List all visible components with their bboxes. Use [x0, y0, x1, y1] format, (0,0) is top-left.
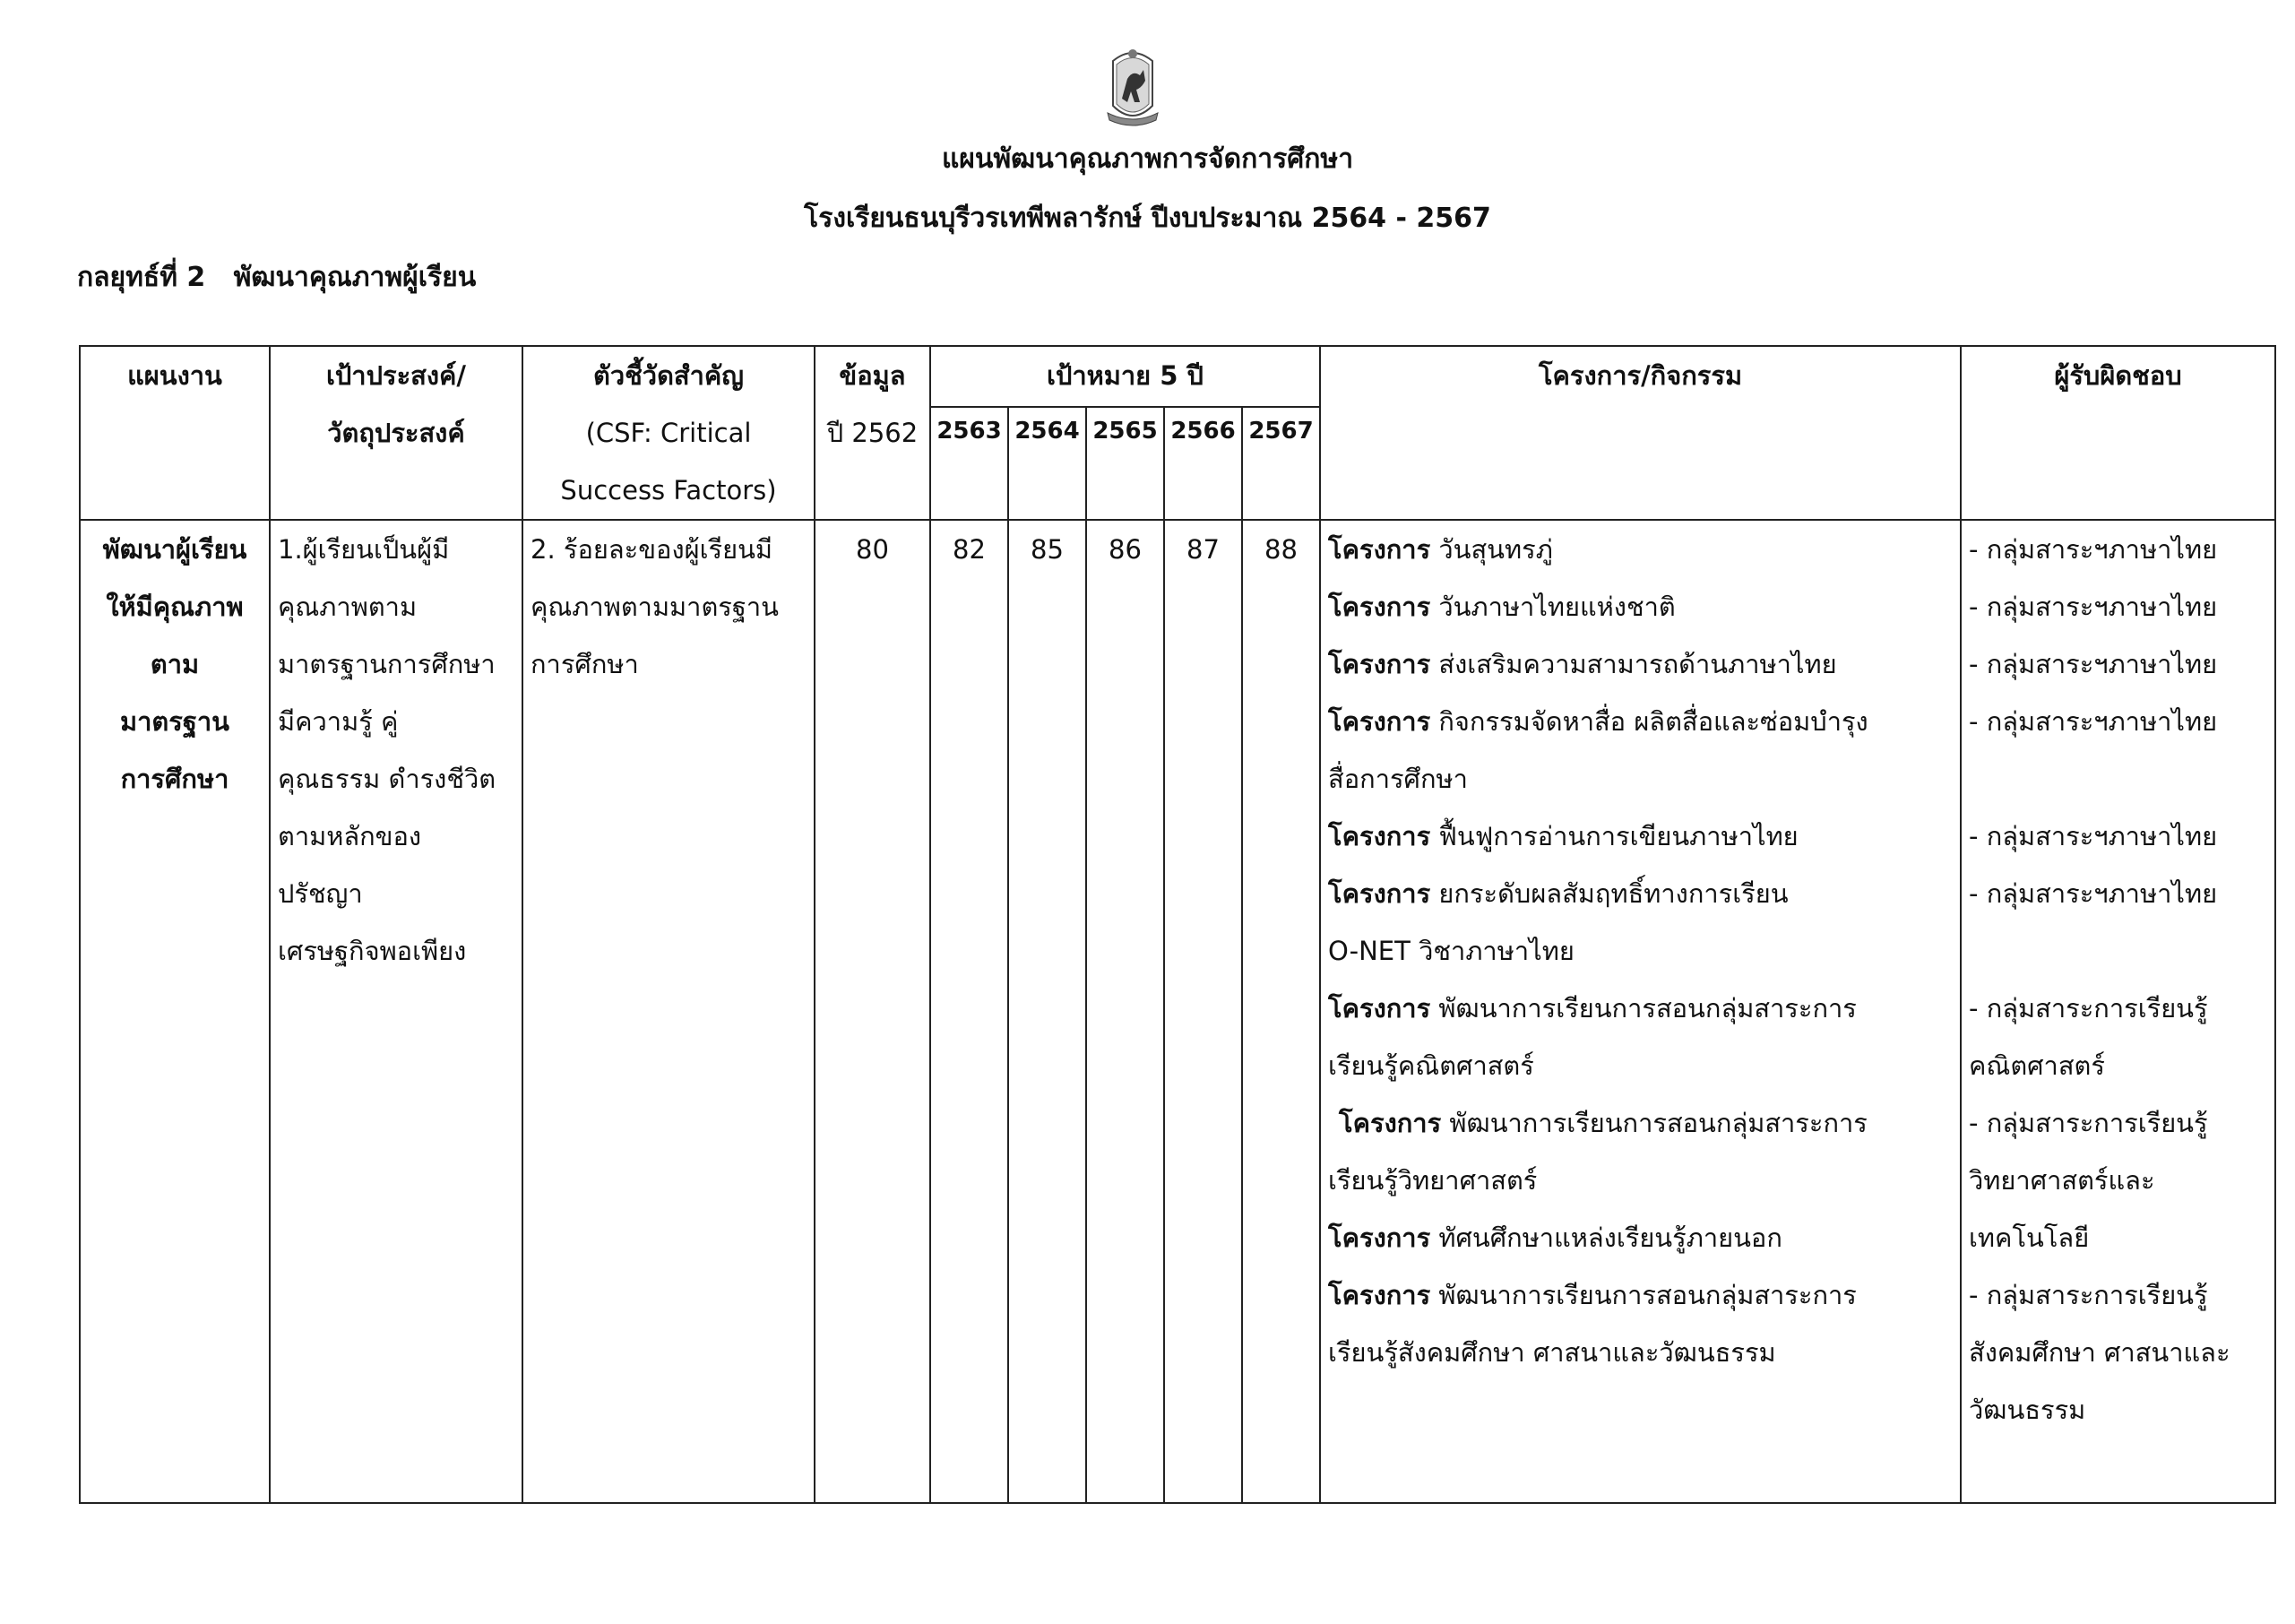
header-responsible: ผู้รับผิดชอบ	[1961, 346, 2275, 520]
target-2563-cell: 82	[930, 520, 1008, 1503]
baseline-cell: 80	[815, 520, 930, 1503]
project-item-cont: เรียนรู้คณิตศาสตร์	[1328, 1050, 1534, 1081]
header-baseline: ข้อมูล ปี 2562	[815, 346, 930, 520]
school-emblem-icon	[1100, 43, 1165, 129]
header-target-5-years: เป้าหมาย 5 ปี	[930, 346, 1320, 407]
indicator-cell: 2. ร้อยละของผู้เรียนมี คุณภาพตามมาตรฐาน การศึกษา	[522, 520, 815, 1503]
project-item: โครงการ วันภาษาไทยแห่งชาติ	[1328, 592, 1676, 622]
document-title: แผนพัฒนาคุณภาพการจัดการศึกษา	[941, 143, 1354, 175]
header-year-2563: 2563	[930, 407, 1008, 520]
header-year-2564: 2564	[1008, 407, 1086, 520]
project-item: โครงการ พัฒนาการเรียนการสอนกลุ่มสาระการ	[1328, 1280, 1857, 1310]
objective-cell: 1.ผู้เรียนเป็นผู้มี คุณภาพตาม มาตรฐานการศึกษา มีความรู้ คู่ คุณธรรม ดำรงชีวิต ตามหลักของ ปรัชญา เศรษฐกิจพอเพียง	[270, 520, 522, 1503]
project-item-cont: เรียนรู้วิทยาศาสตร์	[1328, 1165, 1538, 1196]
header-year-2567: 2567	[1242, 407, 1320, 520]
header-indicator: ตัวชี้วัดสำคัญ (CSF: Critical Success Factors)	[522, 346, 815, 520]
project-item: โครงการ ฟื้นฟูการอ่านการเขียนภาษาไทย	[1328, 821, 1799, 851]
project-item-cont: สื่อการศึกษา	[1328, 764, 1468, 794]
strategy-heading: กลยุทธ์ที่ 2 พัฒนาคุณภาพผู้เรียน	[77, 262, 477, 293]
project-item-cont: เรียนรู้สังคมศึกษา ศาสนาและวัฒนธรรม	[1328, 1337, 1776, 1368]
project-item: โครงการ ส่งเสริมความสามารถด้านภาษาไทย	[1328, 649, 1837, 679]
project-item-cont: O-NET วิชาภาษาไทย	[1328, 936, 1575, 966]
project-item: โครงการ พัฒนาการเรียนการสอนกลุ่มสาระการ	[1339, 1108, 1868, 1138]
header-objective: เป้าประสงค์/ วัตถุประสงค์	[270, 346, 522, 520]
plan-table	[79, 345, 2276, 1504]
target-2567-cell: 88	[1242, 520, 1320, 1503]
target-2566-cell: 87	[1164, 520, 1242, 1503]
header-project: โครงการ/กิจกรรม	[1320, 346, 1961, 520]
header-plan: แผนงาน	[80, 346, 270, 520]
project-item: โครงการ พัฒนาการเรียนการสอนกลุ่มสาระการ	[1328, 993, 1857, 1024]
header-year-2566: 2566	[1164, 407, 1242, 520]
project-item: โครงการ วันสุนทรภู่	[1328, 534, 1553, 565]
project-item: โครงการ กิจกรรมจัดหาสื่อ ผลิตสื่อและซ่อมบำรุง	[1328, 706, 1868, 737]
document-subtitle: โรงเรียนธนบุรีวรเทพีพลารักษ์ ปีงบประมาณ 2564 - 2567	[804, 203, 1491, 234]
target-2564-cell: 85	[1008, 520, 1086, 1503]
responsible-cell: - กลุ่มสาระฯภาษาไทย - กลุ่มสาระฯภาษาไทย - กลุ่มสาระฯภาษาไทย - กลุ่มสาระฯภาษาไทย - กลุ่มสาระฯภาษาไทย - กลุ่มสาระฯภาษาไทย - กลุ่มสาระการเรียนรู้ คณิตศาสตร์ - กลุ่มสาระการเรียนรู้ วิทยาศาสตร์และ เทคโนโลยี - กลุ่มสาระการเรียนรู้ สังคมศึกษา ศาสนาและ วัฒนธรรม	[1961, 520, 2275, 1503]
project-item: โครงการ ยกระดับผลสัมฤทธิ์ทางการเรียน	[1328, 878, 1789, 909]
table-row	[80, 520, 2275, 1503]
target-2565-cell: 86	[1086, 520, 1164, 1503]
project-cell	[1320, 520, 1961, 1503]
plan-cell: พัฒนาผู้เรียน ให้มีคุณภาพ ตาม มาตรฐาน การศึกษา	[80, 520, 270, 1503]
project-item: โครงการ ทัศนศึกษาแหล่งเรียนรู้ภายนอก	[1328, 1222, 1782, 1253]
header-year-2565: 2565	[1086, 407, 1164, 520]
